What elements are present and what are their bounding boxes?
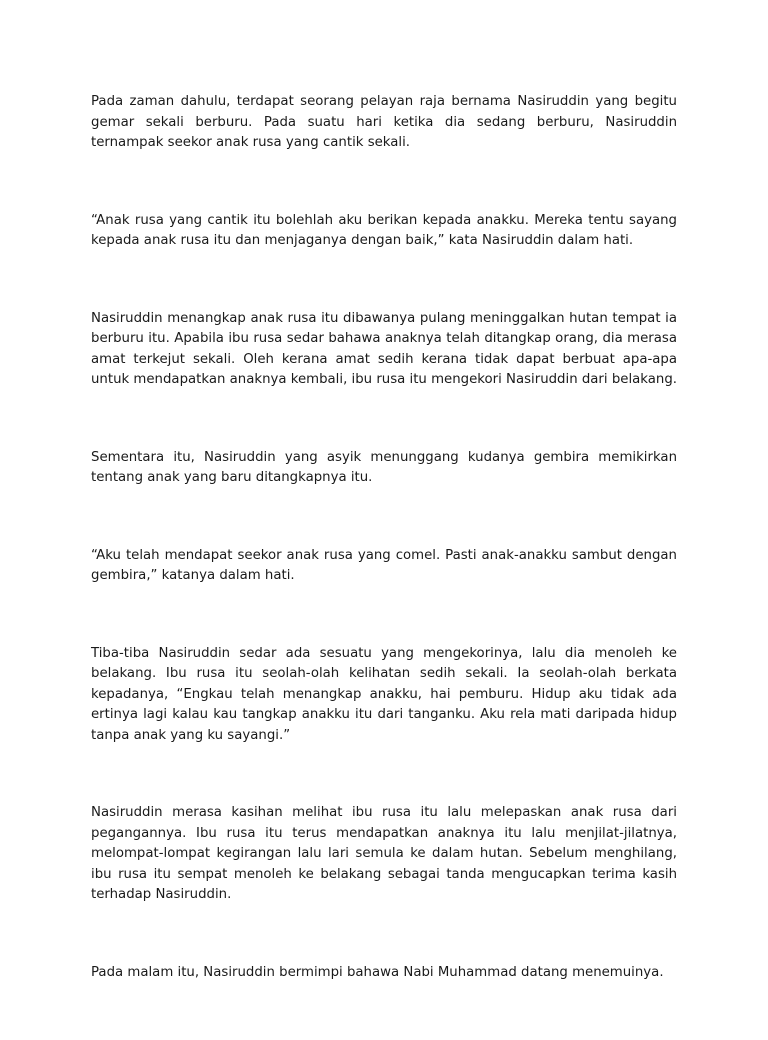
paragraph-3: Nasiruddin menangkap anak rusa itu dibawanya pulang meninggalkan hutan tempat ia berburu itu. Apabila ibu rusa sedar bahawa anaknya telah ditangkap orang, dia merasa amat terkejut sekali. Oleh kerana amat sedih kerana tidak dapat berbuat apa-apa untuk mendapatkan anaknya kembali, ibu rusa itu mengekori Nasiruddin dari belakang. [91,310,677,387]
paragraph-2: “Anak rusa yang cantik itu bolehlah aku berikan kepada anakku. Mereka tentu sayang kepada anak rusa itu dan menjaganya dengan baik,” kata Nasiruddin dalam hati. [91,212,677,248]
document-page [91,92,677,1040]
paragraph-8: Pada malam itu, Nasiruddin bermimpi bahawa Nabi Muhammad datang menemuinya. [91,964,664,980]
paragraph-5: “Aku telah mendapat seekor anak rusa yang comel. Pasti anak-anakku sambut dengan gembira,” katanya dalam hati. [91,547,677,583]
paragraph-4: Sementara itu, Nasiruddin yang asyik menunggang kudanya gembira memikirkan tentang anak yang baru ditangkapnya itu. [91,449,677,485]
paragraph-6: Tiba-tiba Nasiruddin sedar ada sesuatu yang mengekorinya, lalu dia menoleh ke belakang. Ibu rusa itu seolah-olah kelihatan sedih sekali. Ia seolah-olah berkata kepadanya, “Engkau telah menangkap anakku, hai pemburu. Hidup aku tidak ada ertinya lagi kalau kau tangkap anakku itu dari tanganku. Aku rela mati daripada hidup tanpa anak yang ku sayangi.” [91,645,677,743]
paragraph-1: Pada zaman dahulu, terdapat seorang pelayan raja bernama Nasiruddin yang begitu gemar sekali berburu. Pada suatu hari ketika dia sedang berburu, Nasiruddin ternampak seekor anak rusa yang cantik sekali. [91,94,677,150]
paragraph-7: Nasiruddin merasa kasihan melihat ibu rusa itu lalu melepaskan anak rusa dari pegangannya. Ibu rusa itu terus mendapatkan anaknya itu lalu menjilat-jilatnya, melompat-lompat kegirangan lalu lari semula ke dalam hutan. Sebelum menghilang, ibu rusa itu sempat menoleh ke belakang sebagai tanda mengucapkan terima kasih terhadap Nasiruddin. [91,805,677,902]
